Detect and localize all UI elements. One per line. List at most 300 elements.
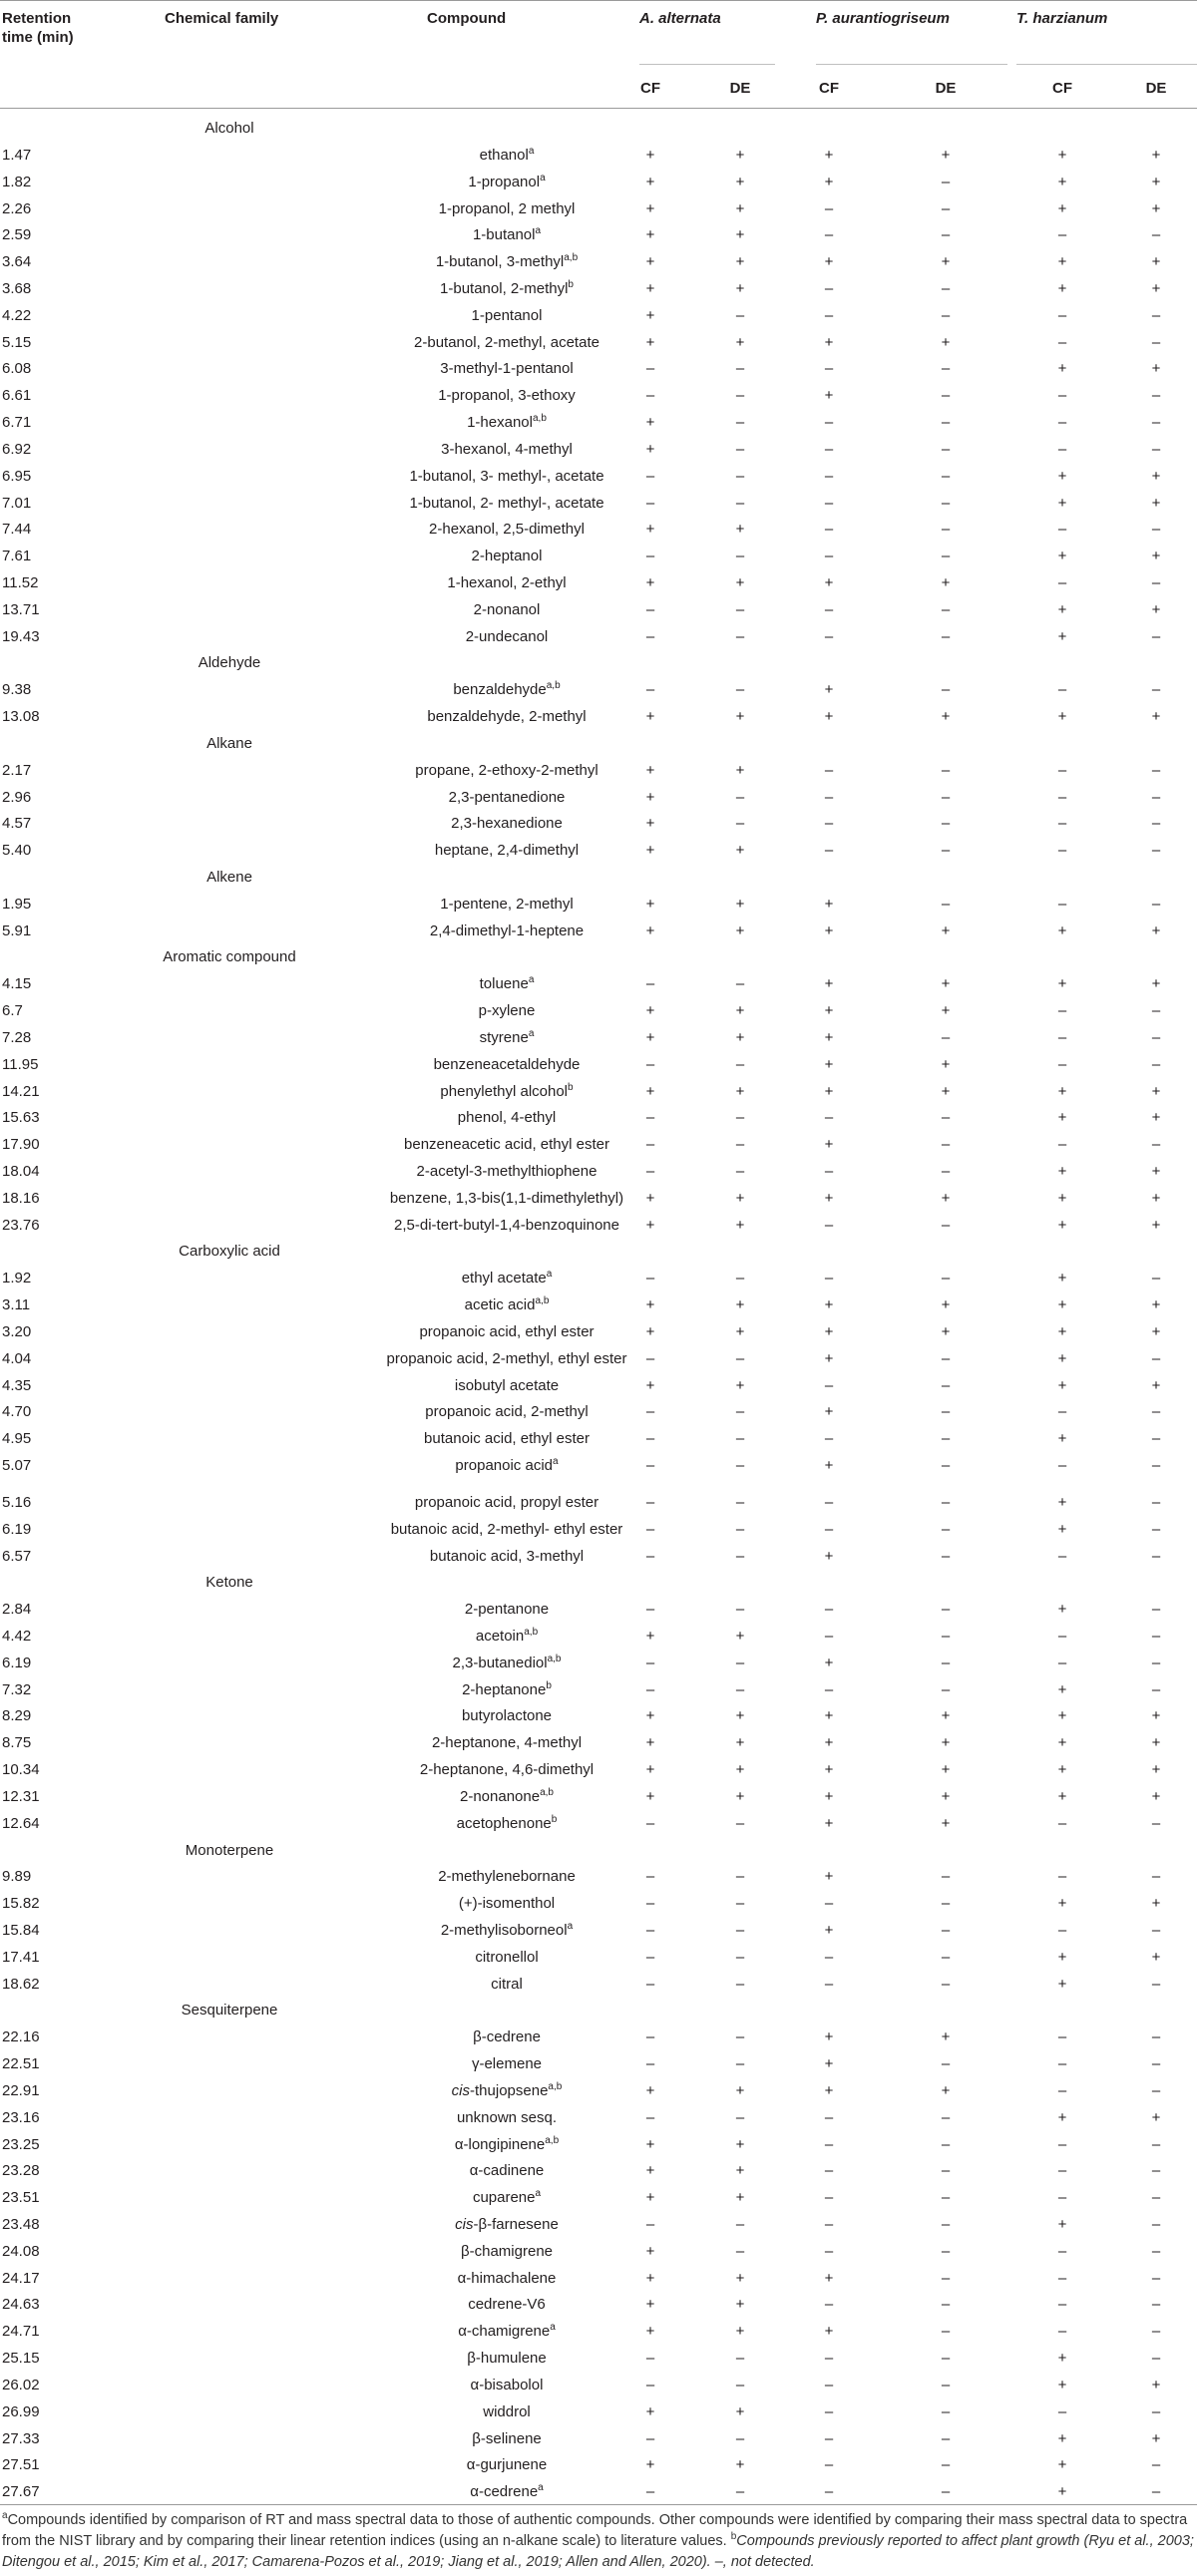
compound-name: propanoic acid xyxy=(455,1457,553,1474)
compound-name: β-chamigrene xyxy=(461,2242,553,2260)
detected-mark: + xyxy=(941,1082,951,1100)
not-detected-mark: – xyxy=(1151,2081,1161,2099)
not-detected-mark: – xyxy=(941,1493,951,1511)
table-row xyxy=(0,2024,1197,2050)
detected-mark: + xyxy=(645,2189,655,2207)
table-row xyxy=(0,329,1197,356)
detected-mark: + xyxy=(645,2323,655,2341)
detected-mark: + xyxy=(824,387,834,405)
family-row xyxy=(0,649,1197,676)
compound-name: 2,3-butanediol xyxy=(452,1654,548,1671)
not-detected-mark: – xyxy=(824,226,834,244)
not-detected-mark: – xyxy=(941,2189,951,2207)
not-detected-mark: – xyxy=(941,1109,951,1127)
retention-time-cell: 23.76 xyxy=(2,1216,40,1234)
detected-mark: + xyxy=(645,1002,655,1020)
compound-footnote-mark: a xyxy=(538,2482,544,2494)
retention-time-cell: 6.19 xyxy=(2,1520,32,1538)
not-detected-mark: – xyxy=(735,1654,745,1671)
detected-mark: + xyxy=(735,2269,745,2287)
retention-time-cell: 4.95 xyxy=(2,1430,32,1448)
not-detected-mark: – xyxy=(824,2376,834,2393)
detected-mark: + xyxy=(645,1189,655,1207)
compound-name: α-bisabolol xyxy=(470,2376,544,2393)
not-detected-mark: – xyxy=(824,1601,834,1619)
compound-name: 3-hexanol, 4-methyl xyxy=(441,440,573,458)
detected-mark: + xyxy=(735,1627,745,1645)
not-detected-mark: – xyxy=(645,1403,655,1421)
not-detected-mark: – xyxy=(1151,1921,1161,1939)
table-row xyxy=(0,490,1197,517)
detected-mark: + xyxy=(941,333,951,351)
table-row xyxy=(0,918,1197,944)
compound-name: 1-hexanol, 2-ethyl xyxy=(447,573,567,591)
table-row xyxy=(0,1051,1197,1078)
compound-name: cuparene xyxy=(472,2189,536,2207)
detected-mark: + xyxy=(824,1189,834,1207)
retention-time-cell: 26.02 xyxy=(2,2376,40,2393)
not-detected-mark: – xyxy=(941,2216,951,2233)
chemical-family-label: Alcohol xyxy=(204,120,254,137)
compound-name: α-chamigrene xyxy=(458,2323,551,2341)
not-detected-mark: – xyxy=(1151,414,1161,431)
detected-mark: + xyxy=(1057,1189,1067,1207)
not-detected-mark: – xyxy=(1057,1028,1067,1046)
not-detected-mark: – xyxy=(735,815,745,833)
detected-mark: + xyxy=(941,975,951,993)
not-detected-mark: – xyxy=(1151,2162,1161,2180)
detected-mark: + xyxy=(824,1921,834,1939)
not-detected-mark: – xyxy=(645,387,655,405)
table-row xyxy=(0,2265,1197,2292)
table-row xyxy=(0,516,1197,543)
not-detected-mark: – xyxy=(1151,627,1161,645)
not-detected-mark: – xyxy=(824,2108,834,2126)
table-row xyxy=(0,543,1197,569)
not-detected-mark: – xyxy=(735,2376,745,2393)
detected-mark: + xyxy=(735,146,745,164)
detected-mark: + xyxy=(1151,2429,1161,2447)
not-detected-mark: – xyxy=(735,681,745,699)
compound-footnote-mark: a xyxy=(535,2188,542,2200)
not-detected-mark: – xyxy=(1151,333,1161,351)
retention-time-cell: 13.71 xyxy=(2,600,40,618)
chemical-family-label: Alkene xyxy=(206,869,252,886)
detected-mark: + xyxy=(645,708,655,725)
not-detected-mark: – xyxy=(941,1975,951,1993)
detected-mark: + xyxy=(645,226,655,244)
retention-time-cell: 23.51 xyxy=(2,2189,40,2207)
not-detected-mark: – xyxy=(645,1109,655,1127)
not-detected-mark: – xyxy=(645,1430,655,1448)
not-detected-mark: – xyxy=(735,440,745,458)
not-detected-mark: – xyxy=(735,1895,745,1913)
not-detected-mark: – xyxy=(645,600,655,618)
not-detected-mark: – xyxy=(1151,2456,1161,2474)
bottom-rule xyxy=(0,2504,1197,2505)
retention-time-cell: 4.04 xyxy=(2,1349,32,1367)
retention-time-cell: 23.25 xyxy=(2,2135,40,2153)
compound-name: 1-butanol, 3-methyl xyxy=(435,253,565,271)
not-detected-mark: – xyxy=(941,467,951,485)
table-row xyxy=(0,596,1197,623)
not-detected-mark: – xyxy=(1151,2350,1161,2368)
retention-time-cell: 6.57 xyxy=(2,1547,32,1565)
compound-name: 1-butanol, 2-methyl xyxy=(440,279,569,297)
retention-time-cell: 4.15 xyxy=(2,975,32,993)
detected-mark: + xyxy=(1151,1163,1161,1180)
table-row xyxy=(0,463,1197,490)
compound-footnote-mark: a,b xyxy=(524,1626,539,1638)
compound-footnote-mark: a,b xyxy=(546,680,561,692)
compound-footnote-mark: a xyxy=(528,974,535,986)
not-detected-mark: – xyxy=(1151,1547,1161,1565)
retention-time-cell: 4.22 xyxy=(2,306,32,324)
detected-mark: + xyxy=(645,842,655,860)
retention-time-cell: 2.59 xyxy=(2,226,32,244)
table-row xyxy=(0,1917,1197,1944)
compound-name: α-cadinene xyxy=(469,2162,545,2180)
table-row xyxy=(0,1104,1197,1131)
detected-mark: + xyxy=(735,173,745,190)
retention-time-cell: 19.43 xyxy=(2,627,40,645)
not-detected-mark: – xyxy=(824,2135,834,2153)
not-detected-mark: – xyxy=(1057,2189,1067,2207)
detected-mark: + xyxy=(1057,1163,1067,1180)
not-detected-mark: – xyxy=(735,1921,745,1939)
detected-mark: + xyxy=(645,1787,655,1805)
compound-name: 2-acetyl-3-methylthiophene xyxy=(416,1163,598,1180)
table-row xyxy=(0,195,1197,222)
not-detected-mark: – xyxy=(1151,815,1161,833)
table-row xyxy=(0,784,1197,811)
compound-footnote-mark: a,b xyxy=(535,1295,550,1307)
detected-mark: + xyxy=(1057,199,1067,217)
compound-name: propanoic acid, 2-methyl xyxy=(425,1403,589,1421)
not-detected-mark: – xyxy=(824,1975,834,1993)
detected-mark: + xyxy=(735,2296,745,2314)
detected-mark: + xyxy=(1057,173,1067,190)
not-detected-mark: – xyxy=(941,2483,951,2501)
detected-mark: + xyxy=(1151,253,1161,271)
detected-mark: + xyxy=(1151,173,1161,190)
compound-name: 1-hexanol xyxy=(467,414,533,431)
not-detected-mark: – xyxy=(1151,2189,1161,2207)
not-detected-mark: – xyxy=(941,2376,951,2393)
not-detected-mark: – xyxy=(1151,521,1161,539)
not-detected-mark: – xyxy=(824,761,834,779)
table-row xyxy=(0,302,1197,329)
retention-time-cell: 1.47 xyxy=(2,146,32,164)
not-detected-mark: – xyxy=(645,1349,655,1367)
detected-mark: + xyxy=(1057,279,1067,297)
not-detected-mark: – xyxy=(645,1975,655,1993)
not-detected-mark: – xyxy=(941,1028,951,1046)
compound-name: 2,3-pentanedione xyxy=(448,788,566,806)
compound-name: cedrene-V6 xyxy=(468,2296,546,2314)
header-rule xyxy=(0,108,1197,109)
not-detected-mark: – xyxy=(1151,2028,1161,2046)
cis-prefix: cis xyxy=(455,2216,474,2233)
not-detected-mark: – xyxy=(735,1680,745,1698)
not-detected-mark: – xyxy=(645,2028,655,2046)
not-detected-mark: – xyxy=(645,681,655,699)
compound-name: 2-heptanol xyxy=(471,548,543,565)
table-row xyxy=(0,2104,1197,2131)
not-detected-mark: – xyxy=(735,1457,745,1474)
not-detected-mark: – xyxy=(941,2162,951,2180)
table-row xyxy=(0,221,1197,248)
not-detected-mark: – xyxy=(645,2429,655,2447)
detected-mark: + xyxy=(1151,199,1161,217)
not-detected-mark: – xyxy=(824,414,834,431)
detected-mark: + xyxy=(1151,1296,1161,1314)
detected-mark: + xyxy=(735,1189,745,1207)
not-detected-mark: – xyxy=(1057,2055,1067,2072)
detected-mark: + xyxy=(941,253,951,271)
compound-name: 2-heptanone xyxy=(462,1680,547,1698)
detected-mark: + xyxy=(645,1082,655,1100)
not-detected-mark: – xyxy=(645,467,655,485)
not-detected-mark: – xyxy=(735,494,745,512)
detected-mark: + xyxy=(1057,1734,1067,1752)
compound-name: 1-butanol, 3- methyl-, acetate xyxy=(409,467,604,485)
compound-footnote-mark: a xyxy=(528,145,535,157)
detected-mark: + xyxy=(941,2028,951,2046)
species-underline xyxy=(816,64,1007,65)
detected-mark: + xyxy=(1057,1680,1067,1698)
not-detected-mark: – xyxy=(1057,414,1067,431)
retention-time-cell: 1.92 xyxy=(2,1270,32,1288)
retention-time-cell: 11.52 xyxy=(2,573,39,591)
not-detected-mark: – xyxy=(735,1868,745,1886)
not-detected-mark: – xyxy=(824,279,834,297)
detected-mark: + xyxy=(1151,600,1161,618)
retention-time-cell: 24.17 xyxy=(2,2269,40,2287)
retention-time-cell: 25.15 xyxy=(2,2350,40,2368)
not-detected-mark: – xyxy=(735,2055,745,2072)
not-detected-mark: – xyxy=(941,627,951,645)
table-row xyxy=(0,569,1197,596)
retention-time-cell: 3.64 xyxy=(2,253,32,271)
detected-mark: + xyxy=(645,573,655,591)
not-detected-mark: – xyxy=(735,360,745,378)
not-detected-mark: – xyxy=(1057,1814,1067,1832)
detected-mark: + xyxy=(645,440,655,458)
not-detected-mark: – xyxy=(1057,1868,1067,1886)
detected-mark: + xyxy=(735,2081,745,2099)
not-detected-mark: – xyxy=(735,1349,745,1367)
detected-mark: + xyxy=(645,173,655,190)
cis-prefix: cis xyxy=(451,2081,471,2099)
compound-footnote-mark: b xyxy=(551,1813,558,1825)
detected-mark: + xyxy=(645,1296,655,1314)
detected-mark: + xyxy=(1057,548,1067,565)
detected-mark: + xyxy=(735,1082,745,1100)
compound-name: cis-β-farnesene xyxy=(455,2216,559,2233)
table-row xyxy=(0,676,1197,703)
detected-mark: + xyxy=(645,1707,655,1725)
table-row xyxy=(0,623,1197,650)
not-detected-mark: – xyxy=(1151,2055,1161,2072)
detected-mark: + xyxy=(824,1082,834,1100)
table-row xyxy=(0,1425,1197,1452)
detected-mark: + xyxy=(645,761,655,779)
compound-name: ethanol xyxy=(479,146,529,164)
not-detected-mark: – xyxy=(941,1430,951,1448)
chemical-family-label: Ketone xyxy=(205,1574,253,1592)
table-row xyxy=(0,970,1197,997)
detected-mark: + xyxy=(645,2296,655,2314)
not-detected-mark: – xyxy=(735,1814,745,1832)
detected-mark: + xyxy=(824,1028,834,1046)
compound-name: cis-thujopsene xyxy=(451,2081,549,2099)
detected-mark: + xyxy=(645,1761,655,1778)
not-detected-mark: – xyxy=(941,2429,951,2447)
retention-time-cell: 4.70 xyxy=(2,1403,32,1421)
not-detected-mark: – xyxy=(824,1627,834,1645)
table-row xyxy=(0,275,1197,302)
compound-name: α-gurjunene xyxy=(466,2456,548,2474)
detected-mark: + xyxy=(735,1707,745,1725)
compound-footnote-mark: a,b xyxy=(545,2134,560,2146)
detected-mark: + xyxy=(1057,2483,1067,2501)
table-row xyxy=(0,1543,1197,1570)
detected-mark: + xyxy=(824,1296,834,1314)
detected-mark: + xyxy=(1057,1975,1067,1993)
not-detected-mark: – xyxy=(824,842,834,860)
not-detected-mark: – xyxy=(824,815,834,833)
not-detected-mark: – xyxy=(1151,1493,1161,1511)
not-detected-mark: – xyxy=(1151,2296,1161,2314)
not-detected-mark: – xyxy=(735,548,745,565)
detected-mark: + xyxy=(1151,921,1161,939)
not-detected-mark: – xyxy=(645,494,655,512)
table-row xyxy=(0,2157,1197,2184)
compound-name: ethyl acetate xyxy=(461,1270,547,1288)
not-detected-mark: – xyxy=(735,1975,745,1993)
detected-mark: + xyxy=(1151,1895,1161,1913)
detected-mark: + xyxy=(941,2081,951,2099)
detected-mark: + xyxy=(1057,708,1067,725)
detected-mark: + xyxy=(735,1322,745,1340)
not-detected-mark: – xyxy=(735,467,745,485)
detected-mark: + xyxy=(1057,1948,1067,1966)
detected-mark: + xyxy=(1151,1322,1161,1340)
not-detected-mark: – xyxy=(735,1430,745,1448)
retention-time-cell: 6.71 xyxy=(2,414,32,431)
not-detected-mark: – xyxy=(1151,1430,1161,1448)
retention-time-cell: 22.91 xyxy=(2,2081,40,2099)
not-detected-mark: – xyxy=(824,2456,834,2474)
detected-mark: + xyxy=(735,521,745,539)
detected-mark: + xyxy=(735,1028,745,1046)
detected-mark: + xyxy=(1151,1948,1161,1966)
compound-footnote-mark: a,b xyxy=(548,2080,563,2092)
compound-name: 1-butanol xyxy=(472,226,536,244)
not-detected-mark: – xyxy=(941,761,951,779)
compound-name: acetophenone xyxy=(456,1814,552,1832)
detected-mark: + xyxy=(1057,1296,1067,1314)
detected-mark: + xyxy=(941,1322,951,1340)
detected-mark: + xyxy=(1057,2376,1067,2393)
not-detected-mark: – xyxy=(824,467,834,485)
detected-mark: + xyxy=(1151,467,1161,485)
detected-mark: + xyxy=(1151,1216,1161,1234)
not-detected-mark: – xyxy=(735,1109,745,1127)
detected-mark: + xyxy=(824,2055,834,2072)
retention-time-cell: 18.16 xyxy=(2,1189,40,1207)
detected-mark: + xyxy=(1151,146,1161,164)
detected-mark: + xyxy=(735,761,745,779)
detected-mark: + xyxy=(1057,494,1067,512)
subheader-de: DE xyxy=(935,80,957,97)
compound-footnote-mark: a xyxy=(553,1456,559,1467)
retention-time-cell: 5.15 xyxy=(2,333,32,351)
not-detected-mark: – xyxy=(941,440,951,458)
compound-footnote-mark: b xyxy=(568,278,574,290)
not-detected-mark: – xyxy=(1057,1002,1067,1020)
detected-mark: + xyxy=(824,1002,834,1020)
not-detected-mark: – xyxy=(824,199,834,217)
detected-mark: + xyxy=(1151,2376,1161,2393)
table-row xyxy=(0,2398,1197,2425)
detected-mark: + xyxy=(941,1707,951,1725)
compound-name: citral xyxy=(491,1975,523,1993)
not-detected-mark: – xyxy=(824,521,834,539)
not-detected-mark: – xyxy=(645,2055,655,2072)
table-row xyxy=(0,2077,1197,2104)
compound-name: benzeneacetic acid, ethyl ester xyxy=(404,1136,609,1154)
detected-mark: + xyxy=(735,2135,745,2153)
compound-footnote-mark: b xyxy=(568,1081,574,1093)
not-detected-mark: – xyxy=(735,306,745,324)
footnote-b-text: Compounds previously reported to affect plant growth (Ryu et al., 2003; Ditengou et al., 2015; Kim et al., 2017; Camarena-Pozos et al., 2019; Jiang et al., 2019; Allen and Allen, 2020). –, not detected. xyxy=(2,2533,1194,2570)
not-detected-mark: – xyxy=(1151,1136,1161,1154)
retention-time-cell: 6.19 xyxy=(2,1654,32,1671)
table-row xyxy=(0,1212,1197,1239)
not-detected-mark: – xyxy=(1057,1403,1067,1421)
table-row xyxy=(0,1783,1197,1810)
table-row xyxy=(0,1372,1197,1399)
not-detected-mark: – xyxy=(735,1601,745,1619)
not-detected-mark: – xyxy=(735,387,745,405)
footnote-a-text: Compounds identified by comparison of RT and mass spectral data to those of authentic compounds. Other compounds were identified by comparing their mass spectral data to spectra from the NIST library and by comparing their linear retention indices (using an n-alkane scale) to literature values. xyxy=(2,2512,1188,2549)
compound-name: propanoic acid, propyl ester xyxy=(414,1493,599,1511)
not-detected-mark: – xyxy=(1057,1457,1067,1474)
not-detected-mark: – xyxy=(735,627,745,645)
not-detected-mark: – xyxy=(735,2216,745,2233)
not-detected-mark: – xyxy=(1057,1055,1067,1073)
compound-name: α-himachalene xyxy=(457,2269,557,2287)
not-detected-mark: – xyxy=(1151,2216,1161,2233)
detected-mark: + xyxy=(941,921,951,939)
detected-mark: + xyxy=(735,1734,745,1752)
compound-name: butyrolactone xyxy=(461,1707,553,1725)
not-detected-mark: – xyxy=(824,360,834,378)
detected-mark: + xyxy=(824,146,834,164)
compound-name: 2-nonanone xyxy=(460,1787,541,1805)
compound-name: 1-propanol xyxy=(468,173,541,190)
table-row xyxy=(0,1596,1197,1623)
detected-mark: + xyxy=(1151,708,1161,725)
not-detected-mark: – xyxy=(1151,1814,1161,1832)
not-detected-mark: – xyxy=(645,548,655,565)
detected-mark: + xyxy=(824,1403,834,1421)
not-detected-mark: – xyxy=(941,199,951,217)
compound-name: butanoic acid, 3-methyl xyxy=(429,1547,585,1565)
compound-name: 2-methylisoborneol xyxy=(440,1921,568,1939)
